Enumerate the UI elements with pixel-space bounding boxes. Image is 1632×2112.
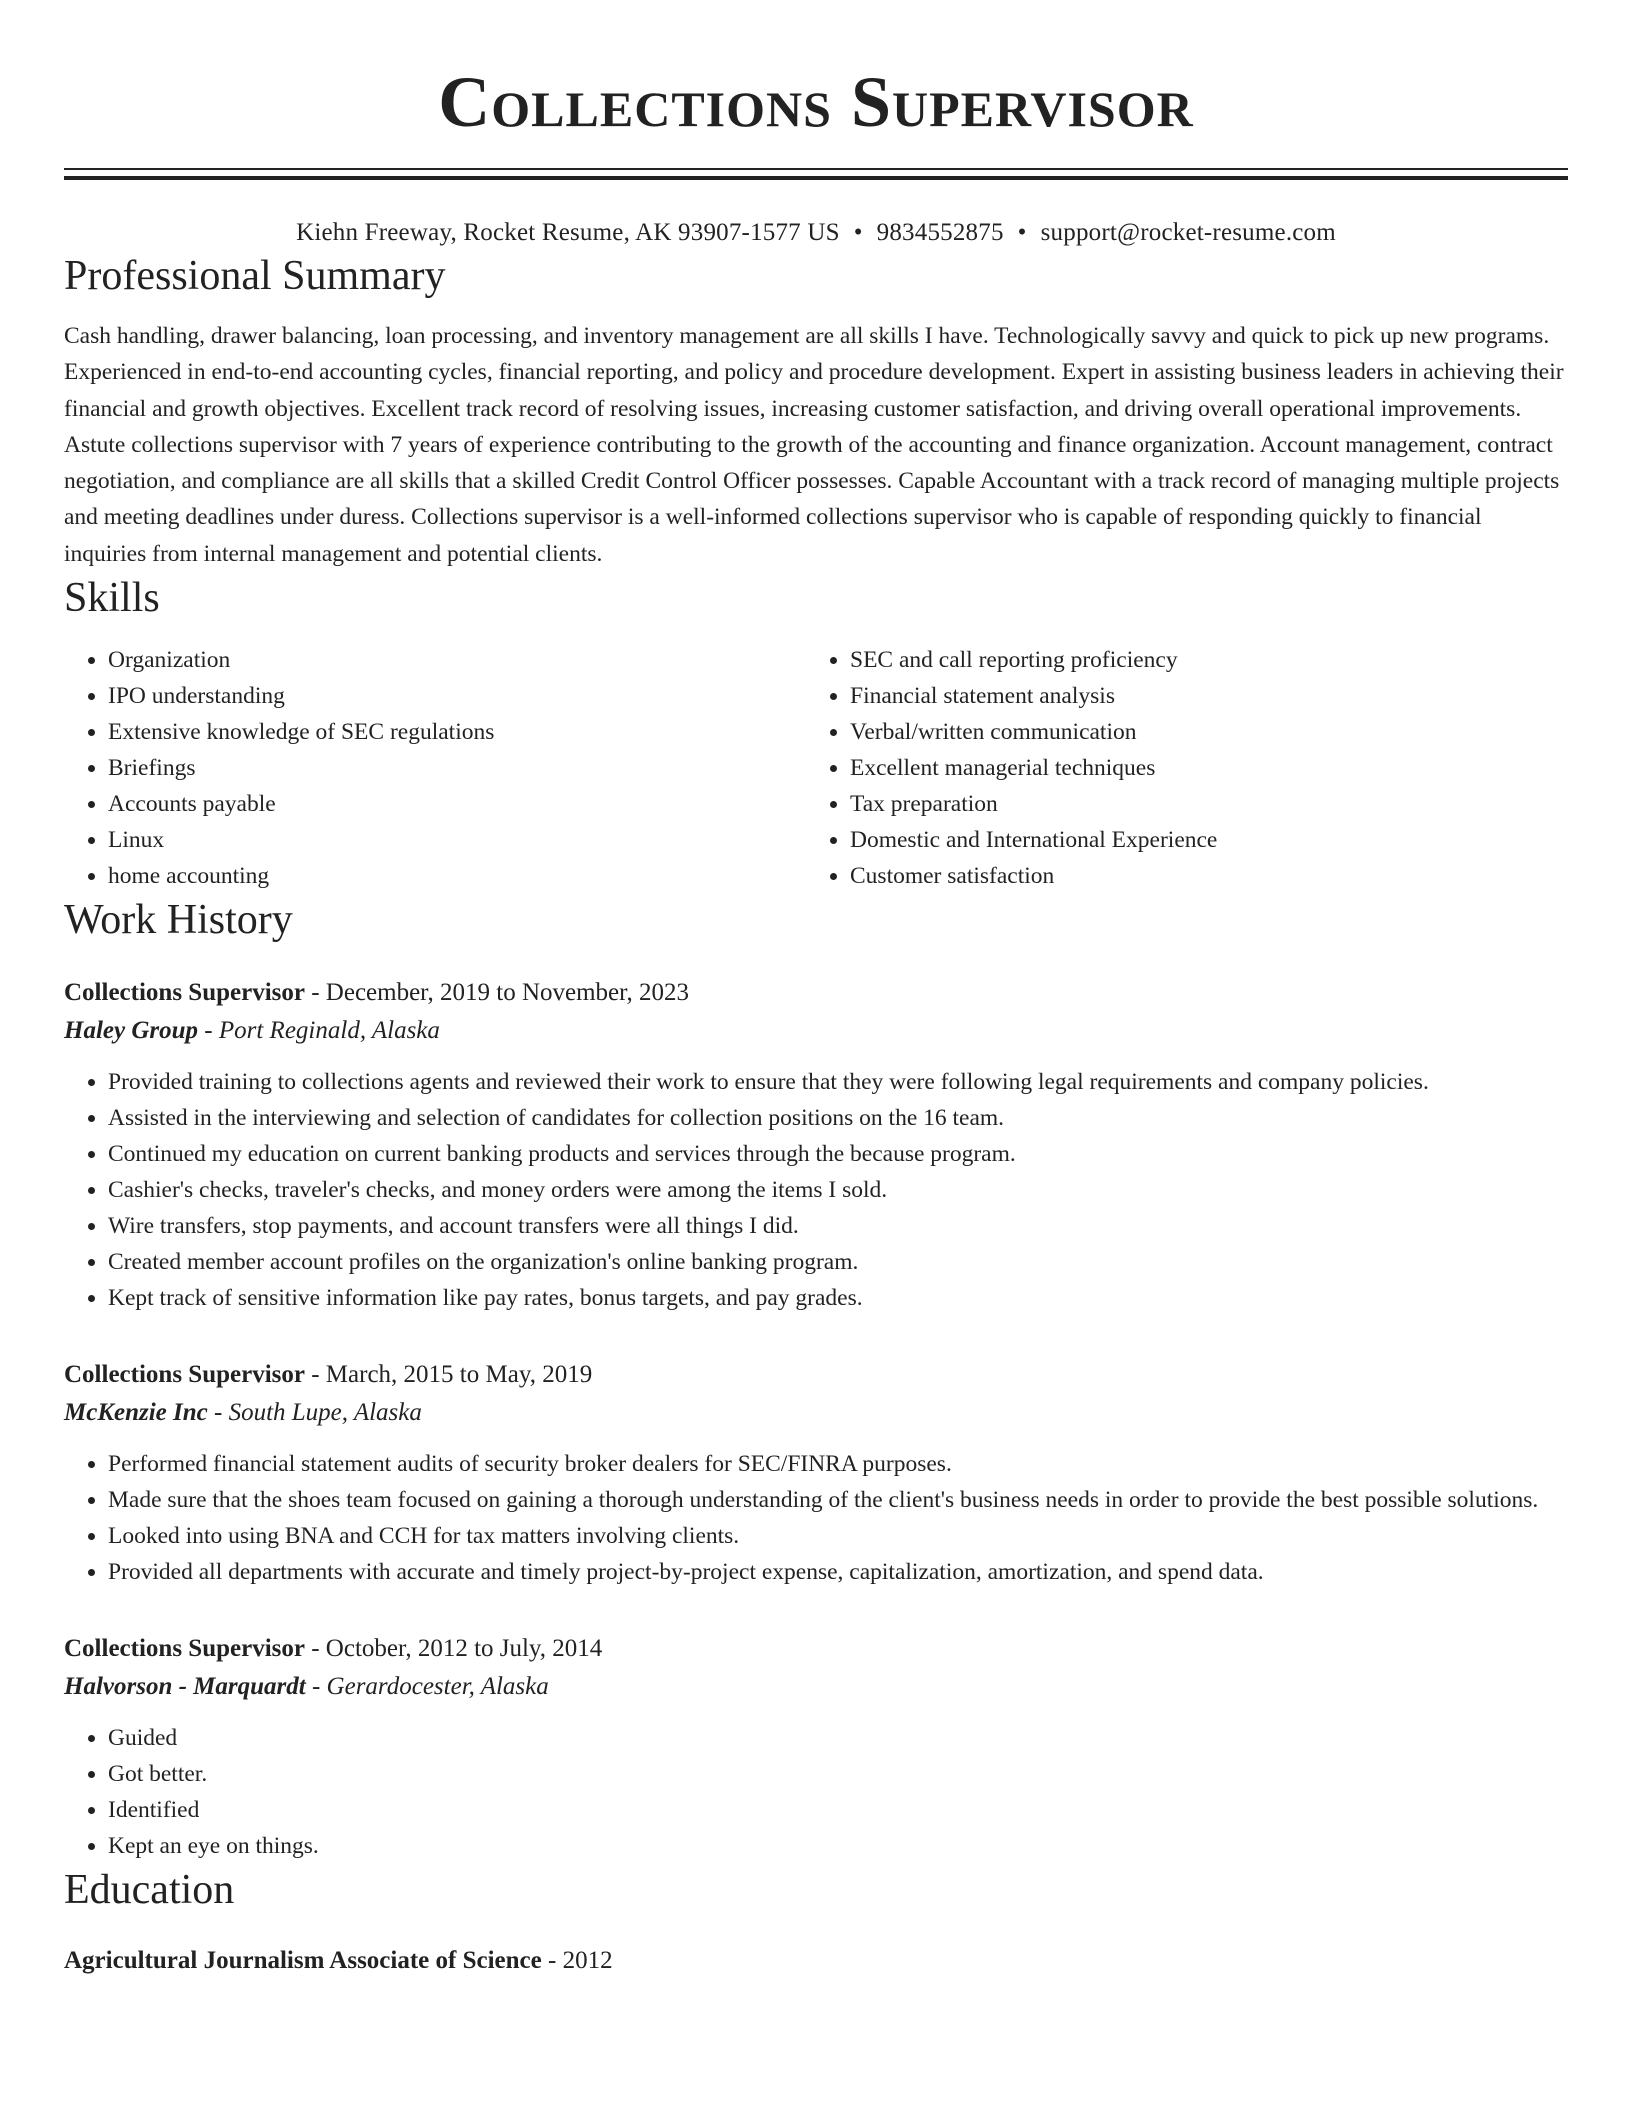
dash-separator: -: [304, 979, 326, 1007]
job-duty: • Made sure that the shoes team focused on gaining a thorough understanding of the client's business needs in order to provide the best possible solutions.: [108, 1482, 1568, 1518]
job-location: Port Reginald, Alaska: [218, 1017, 440, 1045]
job-duty: • Looked into using BNA and CCH for tax matters involving clients.: [108, 1518, 1568, 1554]
skill-item: • Accounts payable: [108, 786, 806, 822]
skills-heading: Skills: [64, 575, 160, 622]
job-duty: • Guided: [108, 1720, 1568, 1756]
job-location: South Lupe, Alaska: [228, 1399, 422, 1427]
skills-columns: [64, 642, 1568, 894]
skill-item: • Organization: [108, 642, 806, 678]
dash-separator: -: [304, 1361, 326, 1389]
job-duties-list: [64, 1446, 1568, 1590]
job-title-line: [64, 1356, 1568, 1394]
education-heading: Education: [64, 1867, 235, 1914]
education-entry: [64, 1942, 1568, 1980]
contact-line: [64, 216, 1568, 250]
skill-item: • Verbal/written communication: [850, 714, 1548, 750]
skill-item: • Tax preparation: [850, 786, 1548, 822]
job-company: Haley Group: [64, 1017, 199, 1045]
job-role: Collections Supervisor: [64, 979, 305, 1007]
job-duties-list: [64, 1064, 1568, 1316]
job-duty: • Kept an eye on things.: [108, 1828, 1568, 1864]
contact-email: support@rocket-resume.com: [1040, 219, 1336, 246]
contact-separator: •: [1017, 219, 1027, 246]
contact-phone: 9834552875: [876, 219, 1004, 246]
job-duties-list: [64, 1720, 1568, 1864]
dash-separator: -: [305, 1673, 327, 1701]
skill-item: • Briefings: [108, 750, 806, 786]
skills-list-left: [64, 642, 806, 894]
job-duty: • Got better.: [108, 1756, 1568, 1792]
job-dates: October, 2012 to July, 2014: [325, 1635, 603, 1663]
skill-item: • home accounting: [108, 858, 806, 894]
dash-separator: -: [207, 1399, 229, 1427]
job-duty: • Kept track of sensitive information like pay rates, bonus targets, and pay grades.: [108, 1280, 1568, 1316]
job-company-line: [64, 1012, 1568, 1050]
contact-address: Kiehn Freeway, Rocket Resume, AK 93907-1577 US: [296, 219, 840, 246]
job-duty: • Continued my education on current banking products and services through the because program.: [108, 1136, 1568, 1172]
skill-item: • SEC and call reporting proficiency: [850, 642, 1548, 678]
summary-heading: Professional Summary: [64, 253, 446, 299]
skill-item: • Customer satisfaction: [850, 858, 1548, 894]
job-location: Gerardocester, Alaska: [326, 1673, 549, 1701]
education-year: 2012: [562, 1947, 613, 1975]
job-entry: [64, 1630, 1568, 1864]
job-title-line: [64, 974, 1568, 1012]
resume-title: Collections Supervisor: [438, 62, 1194, 142]
job-duty: • Wire transfers, stop payments, and account transfers were all things I did.: [108, 1208, 1568, 1244]
job-title-line: [64, 1630, 1568, 1668]
job-duty: • Identified: [108, 1792, 1568, 1828]
job-entry: [64, 1356, 1568, 1590]
job-role: Collections Supervisor: [64, 1635, 305, 1663]
skill-item: • Excellent managerial techniques: [850, 750, 1548, 786]
job-company-line: [64, 1394, 1568, 1432]
job-company: Halvorson - Marquardt: [64, 1673, 306, 1701]
job-company-line: [64, 1668, 1568, 1706]
skill-item: • Domestic and International Experience: [850, 822, 1548, 858]
skill-item: • Extensive knowledge of SEC regulations: [108, 714, 806, 750]
dash-separator: -: [541, 1947, 563, 1975]
skill-item: • Financial statement analysis: [850, 678, 1548, 714]
contact-separator: •: [853, 219, 863, 246]
dash-separator: -: [304, 1635, 326, 1663]
job-duty: • Provided all departments with accurate and timely project-by-project expense, capitalization, amortization, and spend data.: [108, 1554, 1568, 1590]
dash-separator: -: [198, 1017, 219, 1045]
education-degree: Agricultural Journalism Associate of Science: [64, 1947, 542, 1975]
job-dates: March, 2015 to May, 2019: [325, 1361, 593, 1389]
job-duty: • Assisted in the interviewing and selection of candidates for collection positions on the 16 team.: [108, 1100, 1568, 1136]
skill-item: • Linux: [108, 822, 806, 858]
summary-text: Cash handling, drawer balancing, loan processing, and inventory management are all skills I have. Technologically savvy and quick to pick up new programs. Experienced in end-to-end accounting cycles, financial reporting, and policy and procedure development. Expert in assisting business leaders in achieving their financial and growth objectives. Excellent track record of resolving issues, increasing customer satisfaction, and driving overall operational improvements. Astute collections supervisor with 7 years of experience contributing to the growth of the accounting and finance organization. Account management, contract negotiation, and compliance are all skills that a skilled Credit Control Officer possesses. Capable Accountant with a track record of managing multiple projects and meeting deadlines under duress. Collections supervisor is a well-informed collections supervisor who is capable of responding quickly to financial inquiries from internal management and potential clients.: [64, 323, 1564, 567]
title-divider: [64, 168, 1568, 180]
job-duty: • Cashier's checks, traveler's checks, and money orders were among the items I sold.: [108, 1172, 1568, 1208]
job-dates: December, 2019 to November, 2023: [325, 979, 689, 1007]
skills-list-right: [806, 642, 1548, 894]
skill-item: • IPO understanding: [108, 678, 806, 714]
job-entry: [64, 974, 1568, 1316]
job-duty: • Performed financial statement audits of security broker dealers for SEC/FINRA purposes.: [108, 1446, 1568, 1482]
job-duty: • Provided training to collections agents and reviewed their work to ensure that they were following legal requirements and company policies.: [108, 1064, 1568, 1100]
work-history-heading: Work History: [64, 897, 293, 944]
job-role: Collections Supervisor: [64, 1361, 305, 1389]
job-duty: • Created member account profiles on the organization's online banking program.: [108, 1244, 1568, 1280]
job-company: McKenzie Inc: [64, 1399, 208, 1427]
